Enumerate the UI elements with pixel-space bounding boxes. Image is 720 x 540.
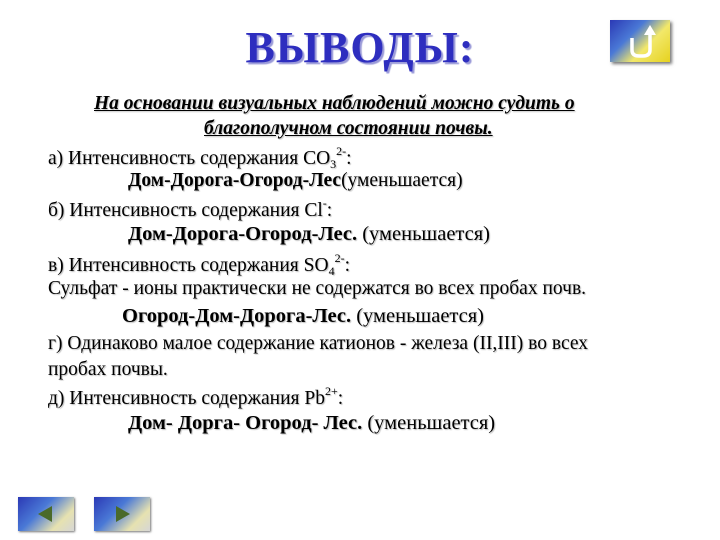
item-d-superscript: 2+ — [324, 384, 338, 398]
intro-line-2: благополучном состоянии почвы. — [204, 118, 493, 139]
item-a-colon: : — [346, 148, 352, 169]
item-d-order: Дом- Дорга- Огород- Лес. — [128, 412, 363, 434]
return-button[interactable] — [610, 20, 670, 62]
page-title: ВЫВОДЫ: — [245, 23, 475, 72]
item-b-superscript: - — [322, 196, 327, 210]
item-g-line-1: г) Одинаково малое содержание катионов - железа (II,III) во всех — [48, 333, 588, 354]
item-v-colon: : — [344, 255, 350, 276]
item-g-line-2: пробах почвы. — [48, 359, 168, 380]
item-v-note: Сульфат - ионы практически не содержатся во всех пробах почв. — [48, 278, 587, 299]
item-v-superscript: 2- — [334, 251, 345, 265]
item-d-heading — [48, 384, 343, 410]
item-d-trend: (уменьшается) — [367, 412, 496, 434]
item-b-heading — [48, 196, 332, 222]
item-b-order: Дом-Дорога-Огород-Лес. — [128, 223, 358, 245]
item-b-text: б) Интенсивность содержания Cl — [48, 200, 323, 221]
item-v-heading — [48, 251, 350, 279]
item-a-heading — [48, 144, 352, 172]
item-a-result — [128, 170, 463, 192]
item-d-colon: : — [337, 388, 344, 409]
triangle-right-icon — [94, 497, 150, 531]
next-slide-button[interactable] — [94, 497, 150, 531]
item-b-trend: (уменьшается) — [362, 223, 490, 245]
item-v-order: Огород-Дом-Дорога-Лес. — [122, 305, 352, 327]
item-d-text: д) Интенсивность содержания Pb — [48, 388, 325, 409]
item-b-colon: : — [326, 200, 333, 221]
item-v-subscript: 4 — [328, 264, 335, 278]
prev-slide-button[interactable] — [18, 497, 74, 531]
item-a-text: а) Интенсивность содержания CO — [48, 148, 331, 169]
item-a-subscript: 3 — [330, 157, 337, 171]
intro-line-1: На основании визуальных наблюдений можно судить о — [94, 93, 575, 114]
item-v-result — [122, 305, 484, 328]
return-arrow-icon — [610, 20, 670, 62]
item-v-text: в) Интенсивность содержания SO — [48, 255, 329, 276]
item-b-result — [128, 223, 490, 246]
triangle-left-icon — [18, 497, 74, 531]
item-a-superscript: 2- — [336, 144, 347, 158]
item-a-order: Дом-Дорога-Огород-Лес — [128, 170, 342, 191]
item-d-result — [128, 412, 495, 435]
item-v-trend: (уменьшается) — [356, 305, 484, 327]
item-a-trend: (уменьшается) — [341, 170, 463, 191]
